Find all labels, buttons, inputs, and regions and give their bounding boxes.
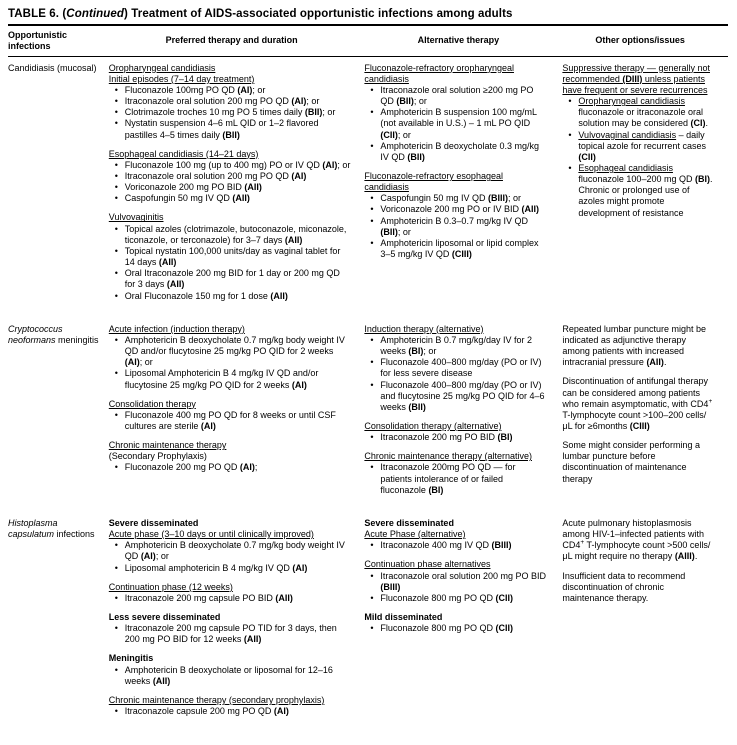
bullet-list: [364, 623, 548, 634]
bullet-item: • Amphotericin B 0.3–0.7 mg/kg IV QD (BII); or: [370, 216, 548, 238]
column-header-alternative-therapy: Alternative therapy: [417, 35, 500, 46]
section-heading: Continuation phase alternatives: [364, 559, 491, 570]
bullet-list: [109, 85, 351, 141]
table-header-row: [8, 26, 728, 56]
table-title: TABLE 6. (Continued) Treatment of AIDS-associated opportunistic infections among adults: [8, 8, 513, 20]
bullet-item: • Itraconazole oral solution 200 mg PO QD (AI); or: [115, 96, 351, 107]
bullet-item: • Fluconazole 800 mg PO QD (CII): [370, 623, 548, 634]
infection-name-cell: Candidiasis (mucosal): [8, 62, 97, 73]
bullet-item: • Amphotericin B 0.7 mg/kg/day IV for 2 weeks (BI); or: [370, 335, 548, 357]
bullet-item: • Amphotericin B deoxycholate 0.3 mg/kg IV QD (BII): [370, 141, 548, 163]
bullet-item: • Itraconazole 200mg PO QD — for patients intolerance of or failed fluconazole (BI): [370, 462, 548, 495]
section-heading: Meningitis: [108, 653, 154, 664]
bullet-item: • Nystatin suspension 4–6 mL QID or 1–2 flavored pastilles 4–5 times daily (BII): [115, 118, 351, 140]
paragraph: Suppressive therapy — generally not recommended (DIII) unless patients have frequent or severe recurrences: [562, 62, 710, 95]
bullet-list: [364, 540, 548, 551]
bullet-list: [109, 623, 351, 645]
column-header-other-options: Other options/issues: [595, 35, 685, 46]
bullet-item: • Liposomal amphotericin B 4 mg/kg IV QD (AI): [115, 563, 351, 574]
bullet-list: [364, 335, 548, 413]
bullet-item: • Itraconazole oral solution ≥200 mg PO QD (BII); or: [370, 85, 548, 107]
infection-name-cell: Cryptococcus neoformans meningitis: [8, 323, 99, 345]
section-heading: Acute infection (induction therapy): [108, 323, 245, 334]
bullet-item: • Liposomal Amphotericin B 4 mg/kg IV QD and/or flucytosine 25 mg/kg PO QID for 2 weeks (AI): [115, 368, 351, 390]
bullet-item: • Itraconazole 400 mg IV QD (BIII): [370, 540, 548, 551]
bullet-list: [109, 593, 351, 604]
paragraph: Acute pulmonary histoplasmosis among HIV-1–infected patients with CD4+ T-lymphocyte count >500 cells/μL might require no therapy (AIII).: [562, 517, 711, 562]
bullet-item: • Itraconazole 200 mg PO BID (BI): [370, 432, 548, 443]
bullet-item: • Itraconazole capsule 200 mg PO QD (AI): [115, 706, 351, 717]
section-heading: Esophageal candidiasis (14–21 days): [108, 148, 259, 159]
bullet-item: • Itraconazole oral solution 200 mg PO BID (BIII): [370, 571, 548, 593]
section-heading: Consolidation therapy: [108, 398, 196, 409]
section-heading: Severe disseminated: [364, 517, 454, 528]
bullet-list: [109, 335, 351, 391]
bullet-list: [364, 432, 548, 443]
bullet-list: [364, 462, 548, 495]
infection-name-cell: Histoplasma capsulatum infections: [8, 517, 95, 540]
bullet-list: [109, 462, 351, 473]
bullet-item: • Caspofungin 50 mg IV QD (BIII); or: [370, 193, 548, 204]
section-heading: Initial episodes (7–14 day treatment): [108, 73, 255, 84]
alternative-therapy-cell: [364, 57, 562, 318]
bullet-item: • Itraconazole 200 mg capsule PO BID (AII): [115, 593, 351, 604]
paragraph: Discontinuation of antifungal therapy can be considered among patients who remain asymptomatic, with CD4+ T-lymphocyte count >100–200 cells/μL for ≥6months (CIII): [562, 376, 713, 431]
bullet-item: • Amphotericin liposomal or lipid complex 3–5 mg/kg IV QD (CIII): [370, 238, 548, 260]
alternative-therapy-cell: [364, 512, 562, 733]
section-heading: Chronic maintenance therapy: [108, 440, 227, 451]
bullet-item: • Oropharyngeal candidiasis fluconazole or itraconazole oral solution may be considered (CI).: [568, 96, 714, 129]
section-heading: Chronic maintenance therapy (alternative): [364, 451, 532, 462]
bullet-list: [109, 706, 351, 717]
bullet-list: [364, 193, 548, 260]
section-heading: Acute Phase (alternative): [364, 529, 466, 540]
bullet-item: • Oral Itraconazole 200 mg BID for 1 day or 200 mg QD for 3 days (AII): [115, 268, 351, 290]
section-heading: Mild disseminated: [364, 612, 443, 622]
bullet-item: • Itraconazole 200 mg capsule PO TID for 3 days, then 200 mg PO BID for 12 weeks (AII): [115, 623, 351, 645]
section-heading: Vulvovaginitis: [108, 212, 164, 223]
section-heading: Acute phase (3–10 days or until clinically improved): [108, 529, 314, 540]
paragraph: Repeated lumbar puncture might be indicated as adjunctive therapy among patients with increased intracranial pressure (AII).: [562, 323, 706, 368]
bullet-item: • Voriconazole 200 mg PO BID (AII): [115, 182, 351, 193]
column-header-opportunistic-infections: Opportunistic infections: [8, 30, 67, 51]
bullet-item: • Amphotericin B deoxycholate or liposomal for 12–16 weeks (AII): [115, 665, 351, 687]
section-heading: Oropharyngeal candidiasis: [108, 62, 216, 73]
paragraph: Some might consider performing a lumbar puncture before discontinuation of maintenance therapy: [562, 440, 700, 484]
bullet-item: • Amphotericin B deoxycholate 0.7 mg/kg body weight IV QD and/or flucytosine 25 mg/kg PO QID for 2 weeks (AI); or: [115, 335, 351, 368]
paragraph: (Secondary Prophylaxis): [108, 451, 207, 462]
alternative-therapy-cell: [364, 318, 562, 512]
other-options-cell: [562, 512, 728, 733]
section-heading: Continuation phase (12 weeks): [108, 581, 233, 592]
bullet-item: • Vulvovaginal candidiasis – daily topical azole for recurrent cases (CII): [568, 130, 714, 163]
bullet-item: • Esophageal candidiasis fluconazole 100–200 mg QD (BI). Chronic or prolonged use of azoles might promote development of resistance: [568, 163, 714, 219]
bullet-item: • Fluconazole 400–800 mg/day (PO or IV) and flucytosine 25 mg/kg PO QID for 4–6 weeks (BII): [370, 380, 548, 413]
bullet-list: [364, 571, 548, 604]
bullet-list: [109, 540, 351, 573]
bullet-item: • Topical azoles (clotrimazole, butoconazole, miconazole, ticonazole, or terconazole) for 3–7 days (AII): [115, 224, 351, 246]
preferred-therapy-cell: [109, 57, 365, 318]
bullet-item: • Oral Fluconazole 150 mg for 1 dose (AII): [115, 291, 351, 302]
bullet-list: [364, 85, 548, 163]
section-heading: Chronic maintenance therapy (secondary prophylaxis): [108, 694, 325, 705]
paragraph: Insufficient data to recommend discontinuation of chronic maintenance therapy.: [562, 570, 686, 603]
bullet-item: • Fluconazole 800 mg PO QD (CII): [370, 593, 548, 604]
other-options-cell: [562, 318, 728, 512]
section-heading: Less severe disseminated: [108, 612, 221, 622]
other-options-cell: [562, 57, 728, 318]
section-heading: Fluconazole-refractory oropharyngeal candidiasis: [364, 62, 514, 84]
bullet-list: [109, 224, 351, 302]
bullet-item: • Fluconazole 400–800 mg/day (PO or IV) for less severe disease: [370, 357, 548, 379]
table-body: [8, 57, 728, 734]
bullet-item: • Amphotericin B deoxycholate 0.7 mg/kg body weight IV QD (AI); or: [115, 540, 351, 562]
bullet-item: • Topical nystatin 100,000 units/day as vaginal tablet for 14 days (AII): [115, 246, 351, 268]
section-heading: Fluconazole-refractory esophageal candidiasis: [364, 171, 503, 193]
bullet-item: • Amphotericin B suspension 100 mg/mL (not available in U.S.) – 1 mL PO QID (CII); or: [370, 107, 548, 140]
bullet-item: • Caspofungin 50 mg IV QD (AII): [115, 193, 351, 204]
preferred-therapy-cell: [109, 512, 365, 733]
section-heading: Consolidation therapy (alternative): [364, 420, 502, 431]
column-header-preferred-therapy: Preferred therapy and duration: [165, 35, 298, 46]
bullet-list: [109, 410, 351, 432]
bullet-list: [109, 665, 351, 687]
section-heading: Severe disseminated: [108, 517, 199, 528]
bullet-item: • Fluconazole 200 mg PO QD (AI);: [115, 462, 351, 473]
bullet-item: • Clotrimazole troches 10 mg PO 5 times daily (BII); or: [115, 107, 351, 118]
bullet-list: [109, 160, 351, 205]
bullet-list: [562, 96, 714, 219]
bullet-item: • Itraconazole oral solution 200 mg PO QD (AI): [115, 171, 351, 182]
bullet-item: • Voriconazole 200 mg PO or IV BID (AII): [370, 204, 548, 215]
bullet-item: • Fluconazole 100mg PO QD (AI); or: [115, 85, 351, 96]
preferred-therapy-cell: [109, 318, 365, 512]
bullet-item: • Fluconazole 400 mg PO QD for 8 weeks or until CSF cultures are sterile (AI): [115, 410, 351, 432]
section-heading: Induction therapy (alternative): [364, 323, 484, 334]
bullet-item: • Fluconazole 100 mg (up to 400 mg) PO or IV QD (AI); or: [115, 160, 351, 171]
